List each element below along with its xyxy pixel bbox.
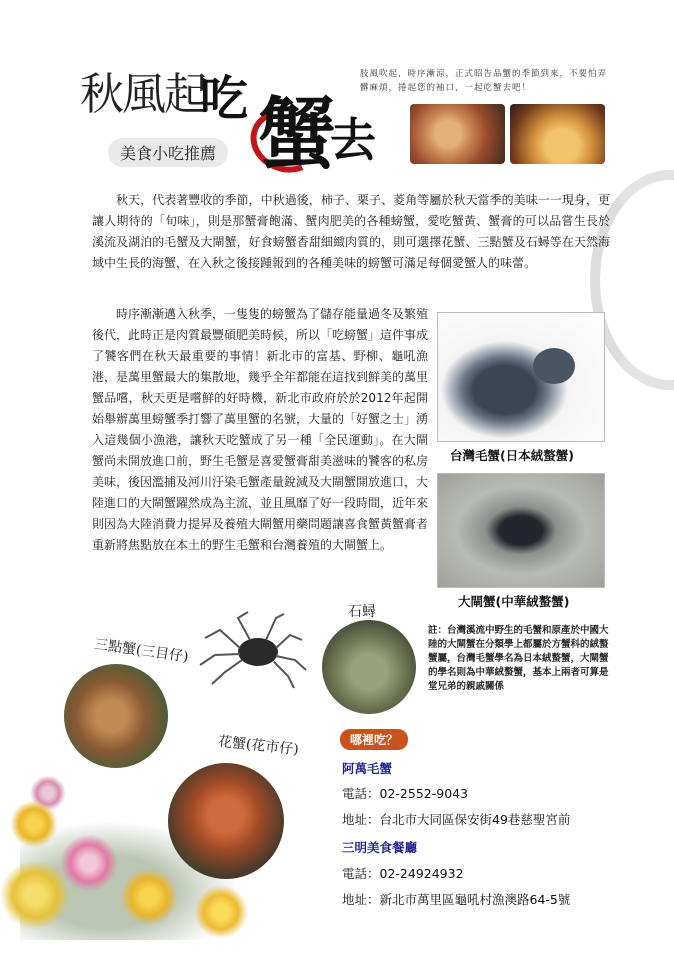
- shop-address: 地址：新北市萬里區龜吼村漁澳路64-5號: [342, 892, 571, 907]
- intro-paragraph: 秋天，代表著豐收的季節，中秋過後，柿子、栗子、菱角等屬於秋天當季的美味一一現身，更讓人期待的「旬味」，則是那蟹膏飽滿、蟹肉肥美的各種螃蟹，愛吃蟹黃、蟹膏的可以品嘗生長於溪流及湖泊的毛蟹及大閘蟹，好食螃蟹香甜細緻肉質的，則可選擇花蟹、三點蟹及石蟳等在天然海域中生長的海蟹，在入秋之後接踵報到的各種美味的螃蟹可滿足每個愛蟹人的味蕾。: [92, 193, 610, 270]
- flower-decoration: [120, 868, 178, 926]
- flower-crab-label: 花蟹(花市仔): [217, 733, 300, 759]
- shop-name: 三明美食餐廳: [342, 840, 418, 855]
- three-spot-crab-photo: [64, 664, 168, 768]
- body-paragraph: 時序漸漸邁入秋季，一隻隻的螃蟹為了儲存能量過冬及繁殖後代，此時正是肉質最豐碩肥美時候，所以「吃螃蟹」這件事成了饕客們在秋天最重要的事情！新北市的富基、野柳、龜吼漁港，是萬里蟹最大的集散地，幾乎全年都能在這找到鮮美的萬里蟹品嚐，秋天更是嚐鮮的好時機，新北市政府於於2012年起開始舉辦萬里螃蟹季打響了萬里蟹的名號，大量的「好蟹之士」湧入這幾個小漁港，讓秋天吃蟹成了另一種「全民運動」。在大閘蟹尚未開放進口前，野生毛蟹是喜愛蟹膏甜美滋味的饕客的私房美味，後因濫捕及河川汙染毛蟹產量銳減及大閘蟹開放進口，大陸進口的大閘蟹躍然成為主流，並且風靡了好一段時間，近年來則因為大陸消費力提昇及養殖大閘蟹用藥問題讓喜食蟹黃蟹膏者重新將焦點放在本土的野生毛蟹和台灣養殖的大閘蟹上。: [92, 307, 429, 552]
- header-photo-dish-2: [510, 104, 605, 164]
- hairy-crab-photo: [437, 312, 605, 442]
- header-photo-dish-1: [410, 104, 505, 164]
- title-eat: 吃: [200, 71, 249, 127]
- stone-crab-photo: [322, 620, 416, 714]
- header-tagline: 肢風吹起，時序漸涼，正式昭告品蟹的季節到來，不要怕弄髒麻煩，捲起您的袖口，一起吃蟹去吧！: [360, 69, 608, 93]
- title-autumn-wind: 秋風起: [80, 69, 206, 120]
- shop-name: 阿萬毛蟹: [342, 761, 393, 776]
- mitten-crab-caption: 大閘蟹(中華絨螯蟹): [458, 594, 570, 609]
- flower-decoration: [10, 800, 58, 848]
- shop-phone: 電話：02-24924932: [342, 866, 464, 881]
- flower-decoration: [60, 834, 118, 892]
- three-spot-crab-label: 三點蟹(三目仔): [93, 636, 190, 666]
- title-go: 去: [330, 113, 376, 167]
- shop-phone: 電話：02-2552-9043: [342, 786, 469, 801]
- crab-sketch-illustration: [190, 610, 310, 690]
- shop-address: 地址：台北市大同區保安街49巷慈聖宮前: [342, 812, 571, 827]
- stone-crab-label: 石蟳: [348, 604, 376, 620]
- mitten-crab-photo: [437, 473, 605, 588]
- flower-decoration: [0, 860, 70, 930]
- subtitle-badge: 美食小吃推薦: [108, 138, 228, 167]
- hairy-crab-caption: 台灣毛蟹(日本絨螯蟹): [450, 448, 574, 463]
- where-to-eat-badge: 哪裡吃？: [340, 729, 408, 750]
- flower-decoration: [194, 885, 248, 939]
- title-crab: 蟹: [258, 89, 337, 180]
- classification-note: 註：台灣溪流中野生的毛蟹和原產於中國大陸的大閘蟹在分類學上都屬於方蟹科的絨螯蟹屬，台灣毛蟹學名為日本絨螯蟹，大閘蟹的學名則為中華絨螯蟹，基本上兩者可算是堂兄弟的親戚關係: [428, 625, 609, 692]
